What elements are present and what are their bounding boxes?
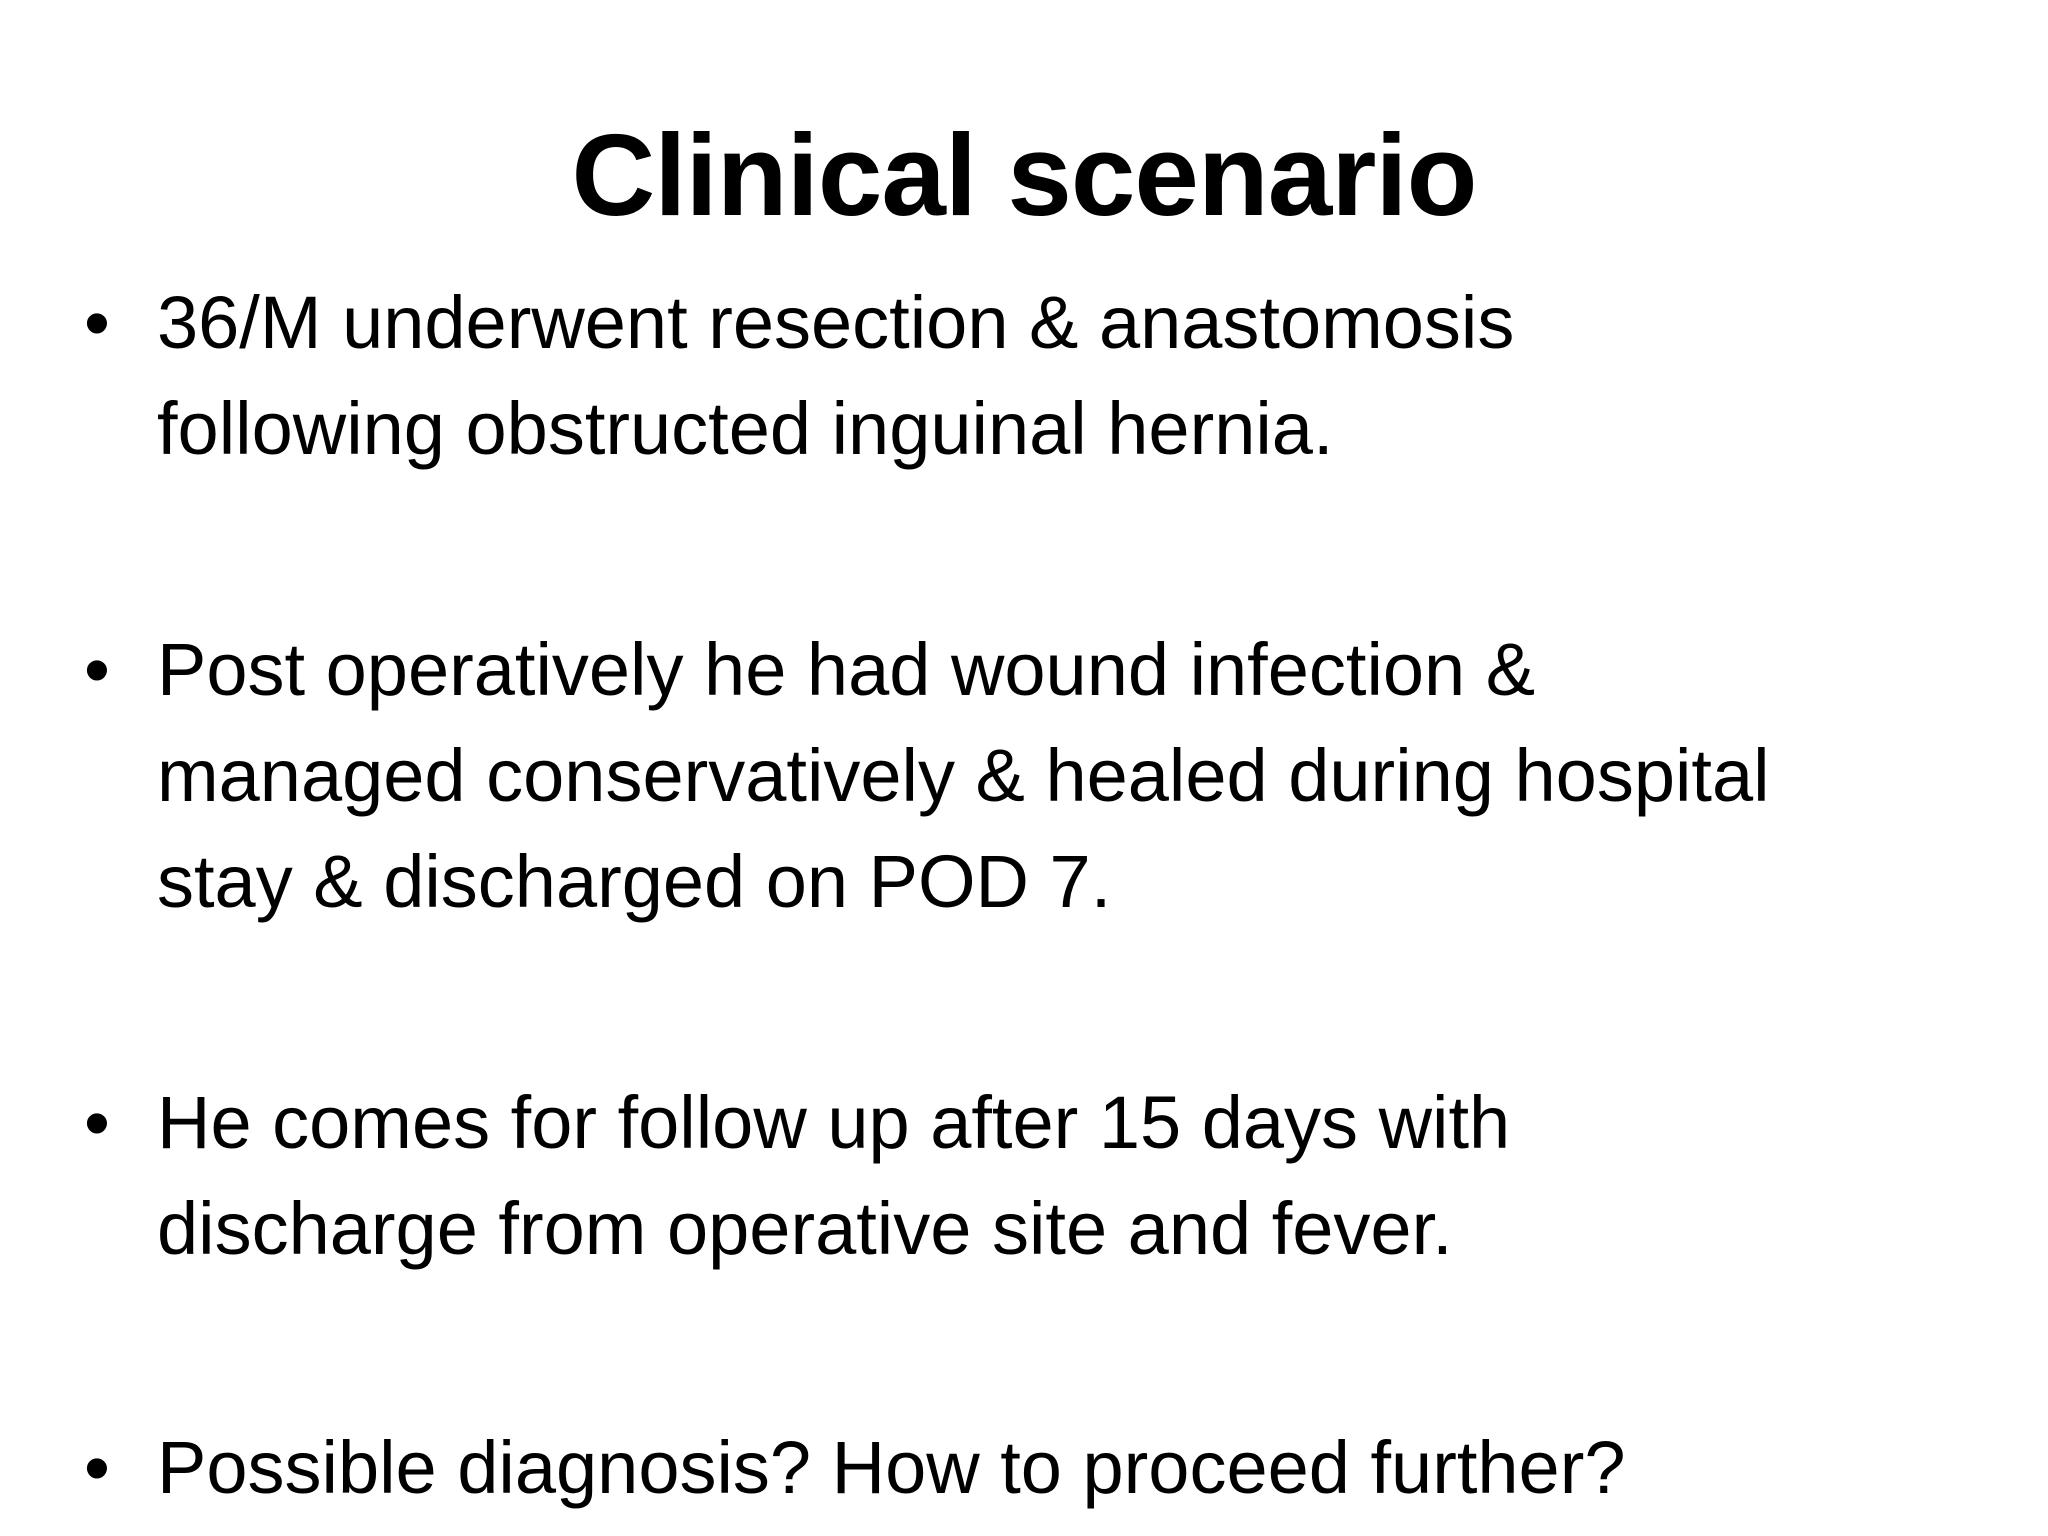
slide-title: Clinical scenario (571, 110, 1477, 240)
bullet-item (84, 617, 1957, 935)
bullet-dot-icon: • (84, 1081, 110, 1164)
bullet-item (84, 1415, 1957, 1521)
bullet-item (84, 1070, 1957, 1282)
bullet-dot-icon: • (84, 628, 110, 711)
bullet-item (84, 270, 1957, 482)
bullet-dot-icon: • (84, 281, 110, 364)
bullet-dot-icon: • (84, 1426, 110, 1509)
bullet-line: Possible diagnosis? How to proceed further? (157, 1426, 1626, 1509)
bullet-line: following obstructed inguinal hernia. (157, 387, 1334, 470)
bullet-line: managed conservatively & healed during hospital (157, 734, 1770, 817)
bullet-line: 36/M underwent resection & anastomosis (157, 281, 1515, 364)
bullet-line: Post operatively he had wound infection & (157, 628, 1536, 711)
bullet-line: He comes for follow up after 15 days with (157, 1081, 1511, 1164)
bullet-line: discharge from operative site and fever. (157, 1187, 1453, 1270)
bullet-line: stay & discharged on POD 7. (157, 840, 1112, 923)
